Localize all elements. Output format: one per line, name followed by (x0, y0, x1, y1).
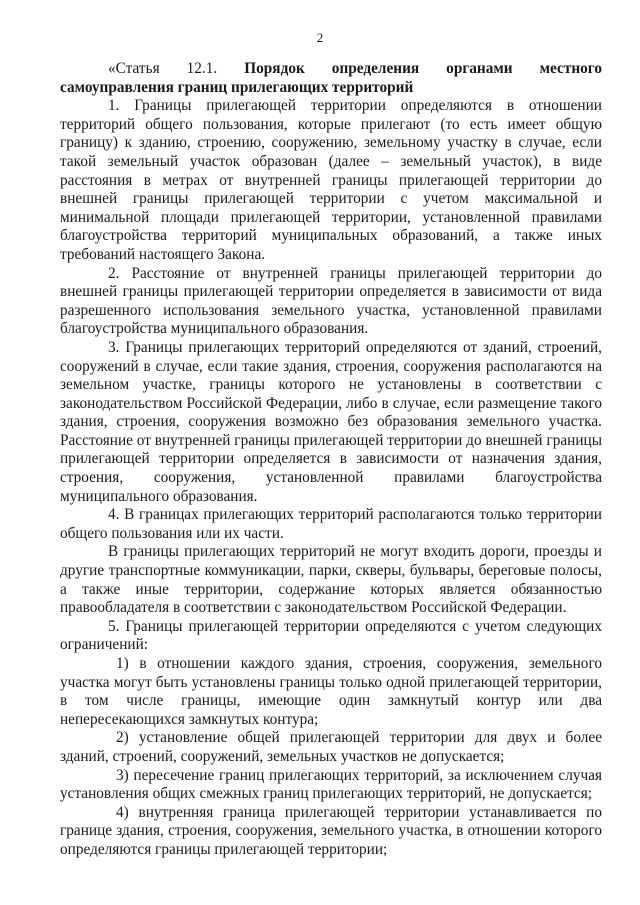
article-title: Порядок определения органами местного самоуправления границ прилегающих территорий (60, 60, 603, 96)
document-body (60, 60, 602, 860)
list-item-4: 4) внутренняя граница прилегающей территории устанавливается по границе здания, строения, сооружения, земельного участка, в отношении которого определяются границы прилегающей территории; (60, 803, 602, 858)
page-number: 2 (316, 30, 324, 45)
list-item-1: 1) в отношении каждого здания, строения, сооружения, земельного участка могут быть установлены границы только одной прилегающей территории, в том числе границы, имеющие один замкнутый контур или два непересекающихся замкнутых контура; (60, 655, 602, 728)
paragraph-3: 3. Границы прилегающих территорий определяются от зданий, строений, сооружений в случае, если такие здания, строения, сооружения располагаются на земельном участке, границы которого не установлены в соответствии с законодательством Российской Федерации, либо в случае, если размещение такого здания, строения, сооружения возможно без образования земельного участка. Расстояние от внутренней границы прилегающей территории до внешней границы прилегающей территории определяется в зависимости от назначения здания, строения, сооружения, установленной правилами благоустройства муниципального образования. (60, 338, 602, 505)
article-prefix: «Статья 12.1. (108, 60, 245, 77)
article-heading (60, 60, 602, 97)
list-item-2: 2) установление общей прилегающей территории для двух и более зданий, строений, сооружений, земельных участков не допускается; (60, 729, 602, 765)
paragraph-4-continued: В границы прилегающих территорий не могут входить дороги, проезды и другие транспортные коммуникации, парки, скверы, бульвары, береговые полосы, а также иные территории, содержание которых является обязанностью правообладателя в соответствии с законодательством Российской Федерации. (60, 543, 602, 617)
paragraph-5: 5. Границы прилегающей территории определяются с учетом следующих ограничений: (60, 617, 602, 654)
paragraph-1: 1. Границы прилегающей территории определяются в отношении территорий общего пользования, которые прилегают (то есть имеет общую границу) к зданию, строению, сооружению, земельному участку в случае, если такой земельный участок образован (далее – земельный участок), в виде расстояния в метрах от внутренней границы прилегающей территории до внешней границы прилегающей территории с учетом максимальной и минимальной площади прилегающей территории, установленной правилами благоустройства территорий муниципальных образований, а также иных требований настоящего Закона. (60, 97, 602, 263)
paragraph-4: 4. В границах прилегающих территорий располагаются только территории общего пользования или их части. (60, 506, 602, 542)
list-item-3: 3) пересечение границ прилегающих территорий, за исключением случая установления общих смежных границ прилегающих территорий, не допускается; (60, 766, 602, 803)
paragraph-2: 2. Расстояние от внутренней границы прилегающей территории до внешней границы прилегающей территории определяется в зависимости от вида разрешенного использования земельного участка, установленной правилами благоустройства муниципального образования. (60, 264, 602, 338)
